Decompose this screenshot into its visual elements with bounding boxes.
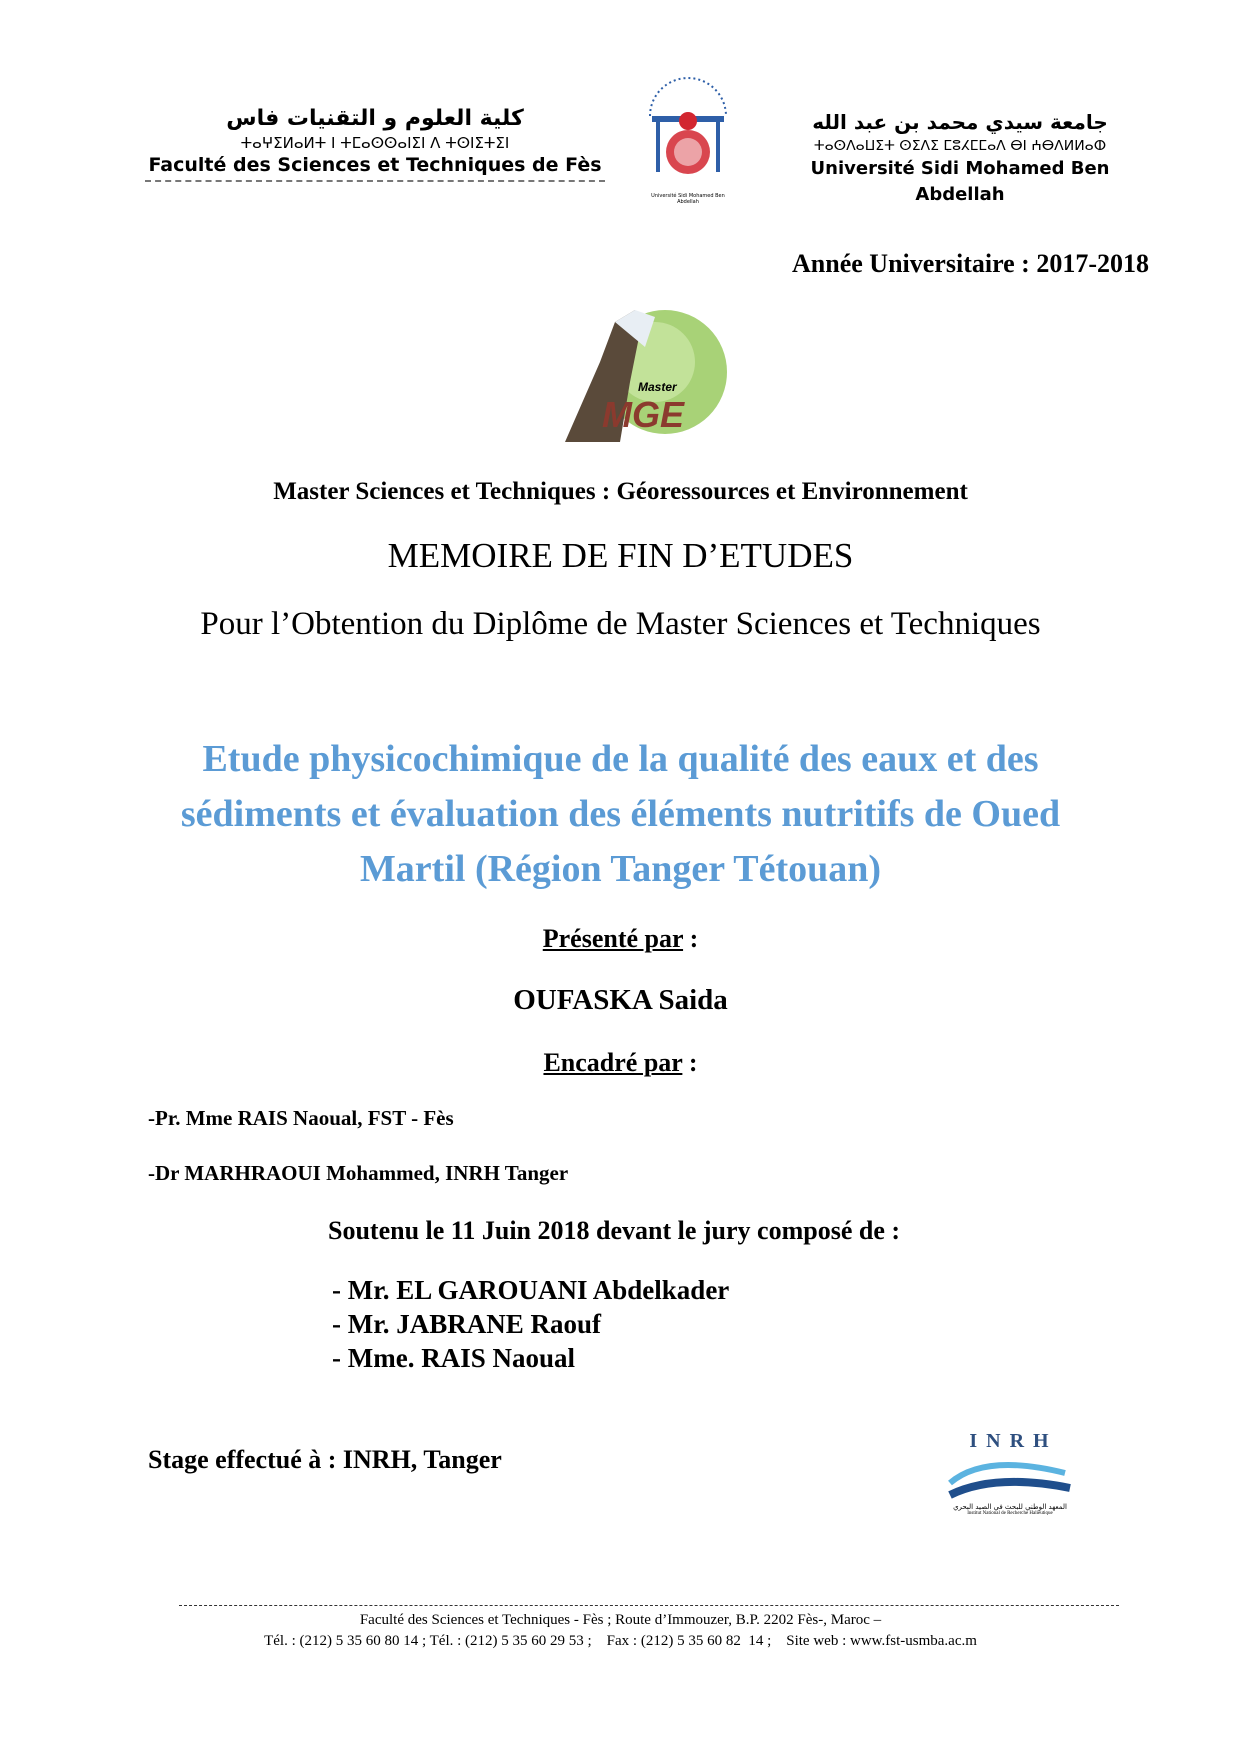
colon: : <box>682 1048 698 1077</box>
jury-list <box>332 1273 729 1375</box>
author-name: OUFASKA Saida <box>513 984 728 1016</box>
presented-by <box>0 924 1241 954</box>
usmba-logo <box>640 76 736 205</box>
usmba-logo-caption: Université Sidi Mohamed Ben Abdellah <box>651 193 725 205</box>
supervised-by-label: Encadré par <box>543 1048 683 1077</box>
footer-divider <box>179 1605 1119 1606</box>
thesis-title-line: Martil (Région Tanger Tétouan) <box>359 848 882 890</box>
thesis-title-line: Etude physicochimique de la qualité des eaux et des <box>202 738 1039 780</box>
usmba-french-name: Université Sidi Mohamed Ben Abdellah <box>810 158 1110 205</box>
inrh-logo-arabic: المعهد الوطني للبحث في الصيد البحري <box>953 1503 1067 1511</box>
internship-location: Stage effectué à : INRH, Tanger <box>148 1445 502 1474</box>
mge-master-logo <box>560 302 740 448</box>
jury-member: - Mme. RAIS Naoual <box>332 1343 575 1373</box>
document-type: MEMOIRE DE FIN D’ETUDES <box>387 536 854 575</box>
presented-by-label: Présenté par <box>542 924 684 953</box>
thesis-title <box>0 732 1241 897</box>
fst-french-name: Faculté des Sciences et Techniques de Fès <box>148 154 602 176</box>
usmba-tifinagh-name: ⵜⴰⵙⴷⴰⵡⵉⵜ ⵙⵉⴷⵉ ⵎⵓⵃⵎⵎⴰⴷ ⴱⵏ ⵄⴱⴷⵍⵍⴰⵀ <box>813 138 1107 154</box>
fst-arabic-name: كلية العلوم و التقنيات فاس <box>226 106 524 131</box>
fst-tifinagh-name: ⵜⴰⵖⵉⵍⴰⵍⵜ ⵏ ⵜⵎⴰⵙⵙⴰⵏⵉⵏ ⴷ ⵜⵙⵏⵉⵜⵉⵏ <box>240 134 510 152</box>
footer-contact: Tél. : (212) 5 35 60 80 14 ; Tél. : (212) 5 35 60 29 53 ; Fax : (212) 5 35 60 82 14 ; Site web : www.fst-usmba.ac.m <box>264 1633 977 1649</box>
jury-member: - Mr. JABRANE Raouf <box>332 1309 601 1339</box>
supervised-by <box>0 1048 1241 1078</box>
supervisor: -Pr. Mme RAIS Naoual, FST - Fès <box>148 1106 454 1130</box>
academic-year: Année Universitaire : 2017-2018 <box>792 249 1149 278</box>
fst-header-logo <box>140 105 610 182</box>
program-name: Master Sciences et Techniques : Géoressources et Environnement <box>273 478 968 505</box>
degree-purpose: Pour l’Obtention du Diplôme de Master Sciences et Techniques <box>200 606 1041 642</box>
supervisor: -Dr MARHRAOUI Mohammed, INRH Tanger <box>148 1161 569 1185</box>
mge-logo-big-text: MGE <box>602 394 685 435</box>
mge-logo-small-text: Master <box>638 380 677 394</box>
defense-info: Soutenu le 11 Juin 2018 devant le jury composé de : <box>328 1216 901 1245</box>
colon: : <box>683 924 699 953</box>
inrh-logo <box>945 1430 1075 1535</box>
jury-member: - Mr. EL GAROUANI Abdelkader <box>332 1275 730 1305</box>
inrh-logo-acronym: I N R H <box>969 1430 1051 1452</box>
footer-address: Faculté des Sciences et Techniques - Fès ; Route d’Immouzer, B.P. 2202 Fès-, Maroc – <box>359 1612 882 1628</box>
inrh-logo-name: Institut National de Recherche Halieutique <box>967 1511 1053 1516</box>
thesis-title-line: sédiments et évaluation des éléments nutritifs de Oued <box>180 793 1061 835</box>
usmba-arabic-name: جامعة سيدي محمد بن عبد الله <box>812 110 1108 134</box>
usmba-header-logo <box>765 108 1155 208</box>
fst-underline <box>145 180 605 182</box>
